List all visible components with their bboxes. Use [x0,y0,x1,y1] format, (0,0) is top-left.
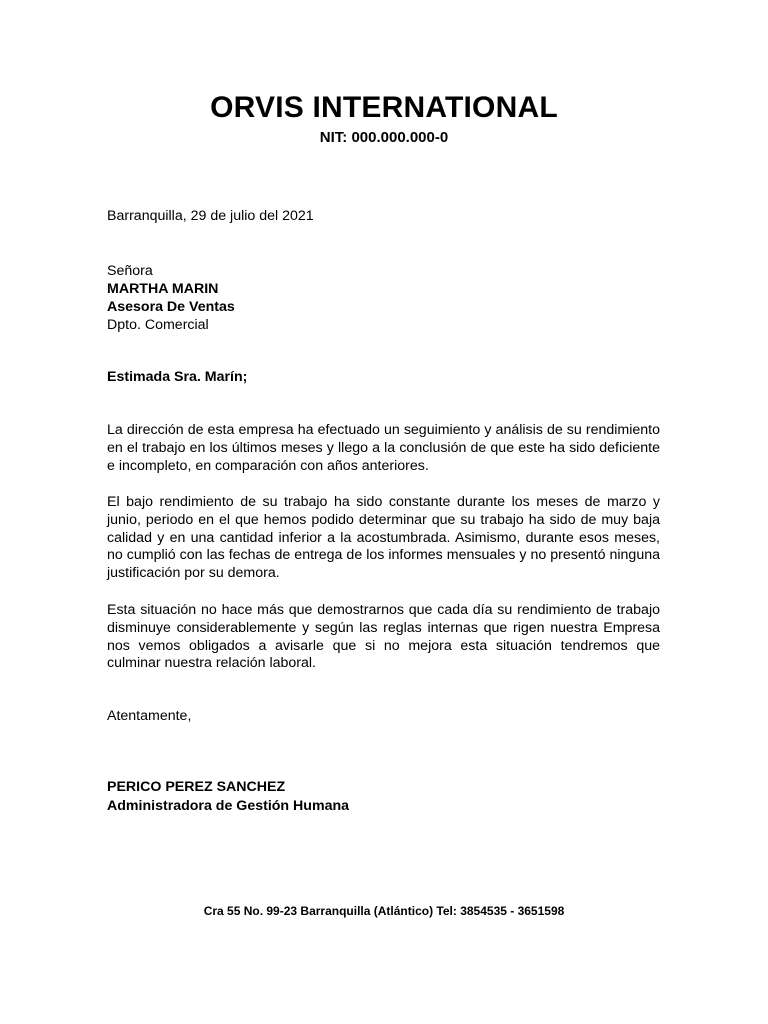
body-paragraph-2: El bajo rendimiento de su trabajo ha sido constante durante los meses de marzo y junio, periodo en el que hemos podido determinar que su trabajo ha sido de muy baja calidad y en una cantidad inferior a la acostumbrada. Asimismo, durante esos meses, no cumplió con las fechas de entrega de los informes mensuales y no presentó ninguna justificación por su demora. [107,494,660,582]
recipient-department: Dpto. Comercial [107,317,209,333]
body-paragraph-1: La dirección de esta empresa ha efectuado un seguimiento y análisis de su rendimiento en el trabajo en los últimos meses y llego a la conclusión de que este ha sido deficiente e incompleto, en comparación con años anteriores. [107,422,660,474]
closing: Atentamente, [107,708,192,724]
recipient-salutation-title: Señora [107,263,153,279]
signature-block [107,778,660,816]
signer-title: Administradora de Gestión Humana [107,798,350,814]
date-line: Barranquilla, 29 de julio del 2021 [107,208,314,224]
greeting: Estimada Sra. Marín; [107,369,248,385]
company-name: ORVIS INTERNATIONAL [210,91,558,124]
recipient-position: Asesora De Ventas [107,299,235,315]
recipient-block [107,262,660,334]
footer-address: Cra 55 No. 99-23 Barranquilla (Atlántico) Tel: 3854535 - 3651598 [203,904,565,918]
signer-name: PERICO PEREZ SANCHEZ [107,779,286,795]
recipient-name: MARTHA MARIN [107,281,219,297]
company-nit: NIT: 000.000.000-0 [319,129,449,146]
body-paragraph-3: Esta situación no hace más que demostrarnos que cada día su rendimiento de trabajo disminuye considerablemente y según las reglas internas que rigen nuestra Empresa nos vemos obligados a avisarle que si no mejora esta situación tendremos que culminar nuestra relación laboral. [107,602,660,672]
